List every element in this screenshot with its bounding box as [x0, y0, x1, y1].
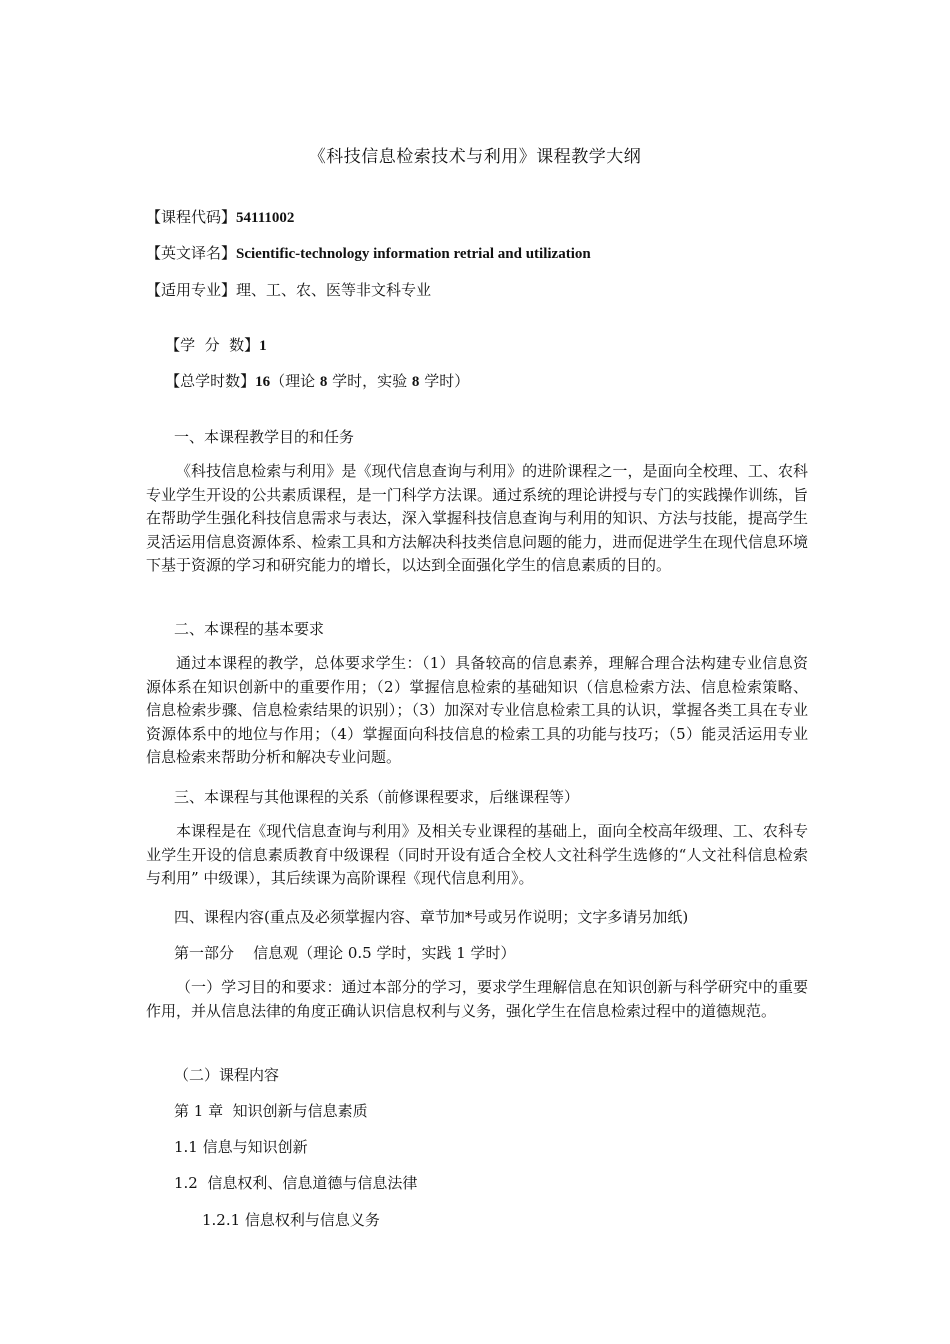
section-1-2: 1.2 信息权利、信息道德与信息法律 [174, 1174, 418, 1192]
section-1-heading: 一、本课程教学目的和任务 [174, 428, 355, 446]
hours-lab-text: 学时，实验 [327, 372, 412, 390]
hours-theory-value: 8 [319, 374, 328, 390]
part-1-content-heading: （二）课程内容 [174, 1066, 280, 1084]
section-1-1: 1.1 信息与知识创新 [174, 1138, 308, 1156]
section-3-heading: 三、本课程与其他课程的关系（前修课程要求，后继课程等） [174, 788, 580, 806]
hours-lab-value: 8 [411, 374, 420, 390]
applicable-major-label: 【适用专业】 [146, 281, 237, 299]
hours-theory-text: （理论 [270, 372, 320, 390]
section-1-body: 《科技信息检索与利用》是《现代信息查询与利用》的进阶课程之一，是面向全校理、工、农科专业学生开设的公共素质课程，是一门科学方法课。通过系统的理论讲授与专门的实践操作训练，旨在帮助学生强化科技信息需求与表达，深入掌握科技信息查询与利用的知识、方法与技能，提高学生灵活运用信息资源体系、检索工具和方法解决科技类信息问题的能力，进而促进学生在现代信息环境下基于资源的学习和研究能力的增长，以达到全面强化学生的信息素质的目的。 [146, 462, 808, 574]
chapter-1-heading: 第 1 章 知识创新与信息素质 [174, 1102, 368, 1120]
total-hours-label: 【总学时数】 [165, 372, 256, 390]
section-1-2-1: 1.2.1 信息权利与信息义务 [202, 1211, 380, 1229]
total-hours-value: 16 [255, 374, 271, 390]
document-title: 《科技信息检索技术与利用》课程教学大纲 [308, 147, 642, 167]
part-1-goals: （一）学习目的和要求：通过本部分的学习，要求学生理解信息在知识创新与科学研究中的重要作用，并从信息法律的角度正确认识信息权利与义务，强化学生在信息检索过程中的道德规范。 [146, 978, 808, 1020]
applicable-major-line [146, 279, 431, 300]
section-3-body: 本课程是在《现代信息查询与利用》及相关专业课程的基础上，面向全校高年级理、工、农科专业学生开设的信息素质教育中级课程（同时开设有适合全校人文社科学生选修的“人文社科信息检索与利用” 中级课），其后续课为高阶课程《现代信息利用》。 [146, 822, 808, 887]
course-code-value: 54111002 [236, 210, 295, 226]
english-name-line [146, 242, 591, 263]
credit-value: 1 [259, 338, 267, 354]
english-name-value: Scientific-technology information retrial and utilization [236, 246, 591, 262]
part-1-heading: 第一部分 信息观（理论 0.5 学时，实践 1 学时） [174, 944, 516, 962]
course-code-label: 【课程代码】 [146, 208, 237, 226]
section-4-heading: 四、课程内容(重点及必须掌握内容、章节加*号或另作说明；文字多请另加纸) [174, 908, 689, 926]
course-code-line [146, 206, 294, 227]
section-2-heading: 二、本课程的基本要求 [174, 620, 325, 638]
applicable-major-value: 理、工、农、医等非文科专业 [236, 281, 432, 299]
hours-unit-text: 学时） [419, 372, 470, 390]
english-name-label: 【英文译名】 [146, 244, 237, 262]
section-2-body: 通过本课程的教学，总体要求学生：（1）具备较高的信息素养，理解合理合法构建专业信息资源体系在知识创新中的重要作用；（2）掌握信息检索的基础知识（信息检索方法、信息检索策略、信息检索步骤、信息检索结果的识别）；（3）加深对专业信息检索工具的认识，掌握各类工具在专业资源体系中的地位与作用；（4）掌握面向科技信息的检索工具的功能与技巧；（5）能灵活运用专业信息检索来帮助分析和解决专业问题。 [146, 654, 808, 766]
total-hours-line [146, 352, 469, 409]
credit-label: 【学 分 数】 [165, 336, 260, 354]
